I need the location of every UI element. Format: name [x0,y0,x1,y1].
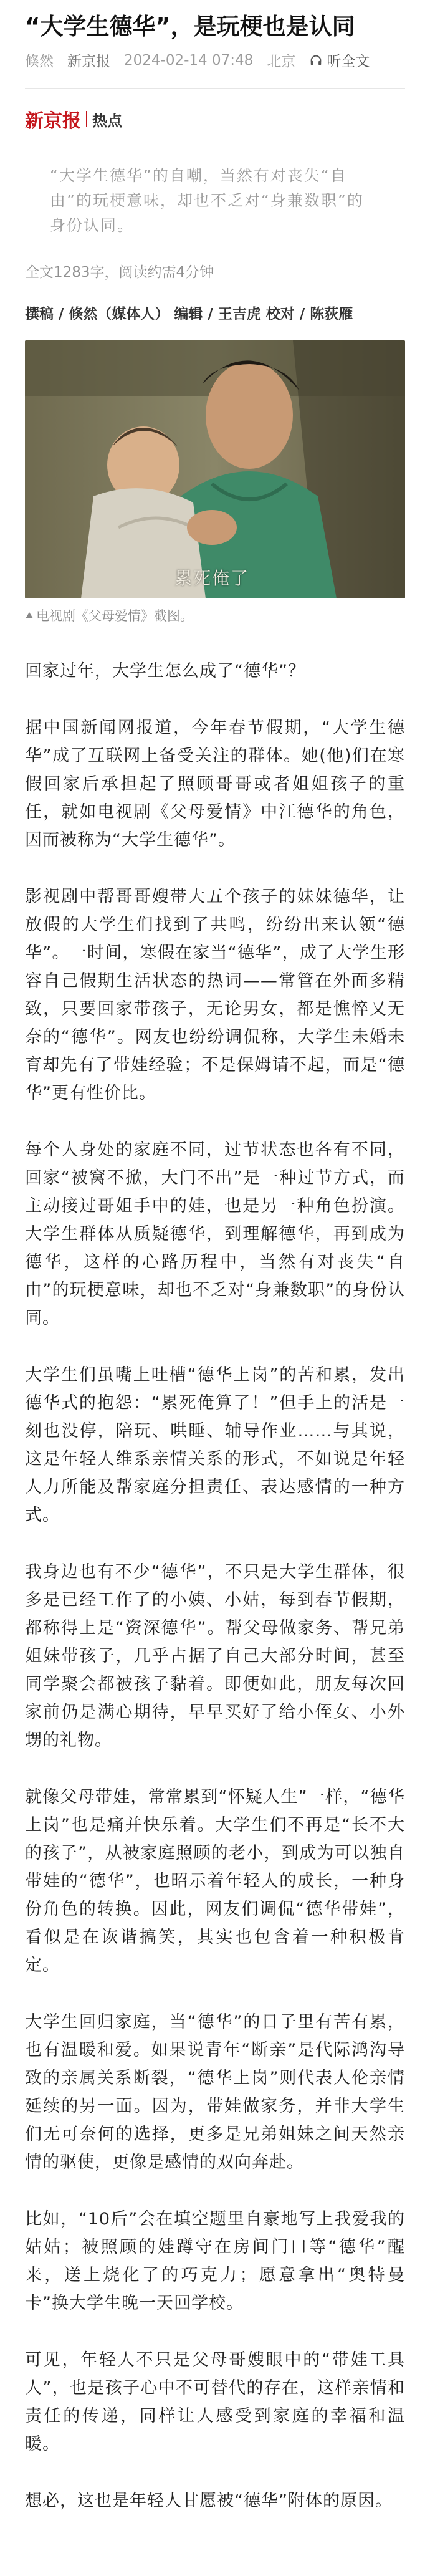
article-image[interactable] [25,340,405,598]
listen-label: 听全文 [327,54,370,70]
brand-tag: 热点 [92,112,122,130]
paragraph: 比如，“10后”会在填空题里自豪地写上我爱我的姑姑；被照顾的娃蹲守在房间门口等“德华”醒来，送上烧化了的巧克力；愿意拿出“奥特曼卡”换大学生晚一天回学校。 [25,2209,405,2313]
article-meta [0,42,430,70]
paragraph: 我身边也有不少“德华”，不只是大学生群体，很多是已经工作了的小姨、小姑，每到春节假期，都称得上是“资深德华”。帮父母做家务、帮兄弟姐妹带孩子，几乎占据了自己大部分时间，甚至同学聚会都被孩子黏着。即便如此，朋友每次回家前仍是满心期待，早早买好了给小侄女、小外甥的礼物。 [25,1562,405,1750]
headphones-icon [309,54,323,67]
paragraph: 据中国新闻网报道，今年春节假期，“大学生德华”成了互联网上备受关注的群体。她(他)们在寒假回家后承担起了照顾哥哥或者姐姐孩子的重任，就如电视剧《父母爱情》中江德华的角色，因而被称为“大学生德华”。 [25,718,405,850]
word-count: 全文1283字，阅读约需4分钟 [25,264,214,281]
publish-location: 北京 [267,54,296,70]
brand-logo: 新京报 [25,110,81,132]
author-name: 倏然 [25,54,54,70]
listen-button[interactable] [309,50,383,70]
image-caption [25,606,405,625]
paragraph: 回家过年，大学生怎么成了“德华”？ [25,661,305,681]
paragraph: 影视剧中帮哥哥嫂带大五个孩子的妹妹德华，让放假的大学生们找到了共鸣，纷纷出来认领“德华”。一时间，寒假在家当“德华”，成了大学生形容自己假期生活状态的热词——常管在外面多精致，只要回家带孩子，无论男女，都是憔悴又无奈的“德华”。网友也纷纷调侃称，大学生未婚未育却先有了带娃经验；不是保姆请不起，而是“德华”更有性价比。 [25,887,405,1103]
paragraph: 就像父母带娃，常常累到“怀疑人生”一样，“德华上岗”也是痛并快乐着。大学生们不再是“长不大的孩子”，从被家庭照顾的老小，到成为可以独自带娃的“德华”，也昭示着年轻人的成长，一种身份角色的转换。因此，网友们调侃“德华带娃”，看似是在诙谐搞笑，其实也包含着一种积极肯定。 [25,1787,405,1975]
article-title: “大学生德华”，是玩梗也是认同 [25,13,355,40]
brand-separator [86,111,87,127]
paragraph: 想必，这也是年轻人甘愿被“德华”附体的原因。 [25,2491,393,2511]
brand-header [0,89,430,133]
paragraph: 可见，年轻人不只是父母哥嫂眼中的“带娃工具人”，也是孩子心中不可替代的存在，这样亲情和责任的传递，同样让人感受到家庭的幸福和温暖。 [25,2350,405,2454]
paragraph: 每个人身处的家庭不同，过节状态也各有不同，回家“被窝不掀，大门不出”是一种过节方式，而主动接过哥姐手中的娃，也是另一种角色扮演。大学生群体从质疑德华，到理解德华，再到成为德华，这样的心路历程中，当然有对丧失“自由”的玩梗意味，却也不乏对“身兼数职”的身份认同。 [25,1140,405,1328]
source-link[interactable]: 新京报 [67,54,110,70]
article-credits: 撰稿 / 倏然（媒体人） 编辑 / 王吉虎 校对 / 陈荻雁 [25,306,353,322]
publish-time: 2024-02-14 07:48 [124,52,254,69]
paragraph: 大学生回归家庭，当“德华”的日子里有苦有累，也有温暖和爱。如果说青年“断亲”是代际鸿沟导致的亲属关系断裂，“德华上岗”则代表人伦亲情延续的另一面。因为，带娃做家务，并非大学生们无可奈何的选择，更多是兄弟姐妹之间天然亲情的驱使，更像是感情的双向奔赴。 [25,2012,405,2172]
image-caption-text: 电视剧《父母爱情》截图。 [36,608,193,623]
article-summary: “大学生德华”的自嘲，当然有对丧失“自由”的玩梗意味，却也不乏对“身兼数职”的身份认同。 [50,166,364,234]
drama-still-illustration [25,340,405,598]
paragraph: 大学生们虽嘴上吐槽“德华上岗”的苦和累，发出德华式的抱怨：“累死俺算了！”但手上的活是一刻也没停，陪玩、哄睡、辅导作业……与其说，这是年轻人维系亲情关系的形式，不如说是年轻人力所能及帮家庭分担责任、表达感情的一种方式。 [25,1365,405,1525]
caret-up-icon [25,612,34,619]
image-subtitle: 累死俺了 [174,568,250,589]
